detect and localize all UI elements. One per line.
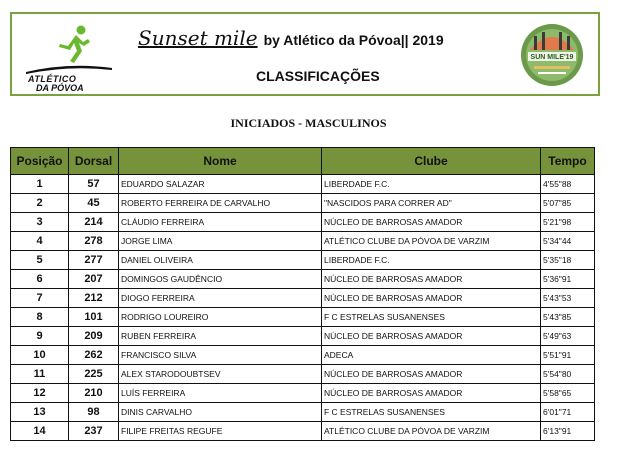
table-row	[11, 251, 595, 270]
club-cell: NÚCLEO DE BARROSAS AMADOR	[322, 289, 541, 308]
dorsal-cell: 101	[69, 308, 119, 327]
time-cell: 5'58"65	[541, 384, 595, 403]
club-cell: ATLÉTICO CLUBE DA PÓVOA DE VARZIM	[322, 232, 541, 251]
club-cell: "NASCIDOS PARA CORRER AD"	[322, 194, 541, 213]
column-header-clube: Clube	[322, 148, 541, 175]
table-header-row	[11, 148, 595, 175]
name-cell: DANIEL OLIVEIRA	[119, 251, 322, 270]
name-cell: RODRIGO LOUREIRO	[119, 308, 322, 327]
table-row	[11, 175, 595, 194]
dorsal-cell: 98	[69, 403, 119, 422]
name-cell: DINIS CARVALHO	[119, 403, 322, 422]
logo-text-line1: ATLÉTICO	[28, 74, 77, 84]
badge-label: SUN MILE'19	[530, 54, 574, 61]
table-row	[11, 365, 595, 384]
dorsal-cell: 57	[69, 175, 119, 194]
results-body	[11, 175, 595, 441]
position-cell: 14	[11, 422, 69, 441]
table-row	[11, 232, 595, 251]
position-cell: 9	[11, 327, 69, 346]
club-cell: ADECA	[322, 346, 541, 365]
position-cell: 4	[11, 232, 69, 251]
page-subtitle: CLASSIFICAÇÕES	[256, 68, 380, 84]
table-row	[11, 308, 595, 327]
event-title-rest: by Atlético da Póvoa|| 2019	[263, 32, 444, 48]
name-cell: EDUARDO SALAZAR	[119, 175, 322, 194]
table-row	[11, 384, 595, 403]
name-cell: CLÁUDIO FERREIRA	[119, 213, 322, 232]
table-row	[11, 194, 595, 213]
position-cell: 2	[11, 194, 69, 213]
club-cell: LIBERDADE F.C.	[322, 175, 541, 194]
club-cell: F C ESTRELAS SUSANENSES	[322, 308, 541, 327]
club-cell: NÚCLEO DE BARROSAS AMADOR	[322, 365, 541, 384]
name-cell: ALEX STARODOUBTSEV	[119, 365, 322, 384]
table-row	[11, 346, 595, 365]
name-cell: LUÍS FERREIRA	[119, 384, 322, 403]
document-header	[10, 12, 600, 96]
dorsal-cell: 277	[69, 251, 119, 270]
event-badge-icon	[520, 20, 584, 90]
time-cell: 5'54"80	[541, 365, 595, 384]
time-cell: 5'21"98	[541, 213, 595, 232]
dorsal-cell: 212	[69, 289, 119, 308]
column-header-tempo: Tempo	[541, 148, 595, 175]
dorsal-cell: 45	[69, 194, 119, 213]
dorsal-cell: 278	[69, 232, 119, 251]
time-cell: 4'55"88	[541, 175, 595, 194]
position-cell: 8	[11, 308, 69, 327]
dorsal-cell: 262	[69, 346, 119, 365]
position-cell: 10	[11, 346, 69, 365]
table-row	[11, 327, 595, 346]
club-cell: NÚCLEO DE BARROSAS AMADOR	[322, 270, 541, 289]
dorsal-cell: 207	[69, 270, 119, 289]
dorsal-cell: 209	[69, 327, 119, 346]
event-title-script: Sunset mile	[138, 26, 258, 50]
column-header-nome: Nome	[119, 148, 322, 175]
atletico-logo	[24, 24, 114, 93]
time-cell: 5'34"44	[541, 232, 595, 251]
time-cell: 5'43"53	[541, 289, 595, 308]
results-table	[10, 147, 595, 441]
dorsal-cell: 214	[69, 213, 119, 232]
dorsal-cell: 225	[69, 365, 119, 384]
time-cell: 5'35"18	[541, 251, 595, 270]
position-cell: 7	[11, 289, 69, 308]
table-row	[11, 289, 595, 308]
time-cell: 5'43"85	[541, 308, 595, 327]
time-cell: 5'07"85	[541, 194, 595, 213]
table-row	[11, 270, 595, 289]
sunset-mile-logo	[520, 20, 584, 90]
column-header-posicao: Posição	[11, 148, 69, 175]
position-cell: 12	[11, 384, 69, 403]
dorsal-cell: 237	[69, 422, 119, 441]
position-cell: 1	[11, 175, 69, 194]
table-row	[11, 213, 595, 232]
event-title	[138, 26, 498, 50]
position-cell: 13	[11, 403, 69, 422]
name-cell: DIOGO FERREIRA	[119, 289, 322, 308]
time-cell: 5'36"91	[541, 270, 595, 289]
name-cell: RUBEN FERREIRA	[119, 327, 322, 346]
time-cell: 6'01"71	[541, 403, 595, 422]
position-cell: 3	[11, 213, 69, 232]
position-cell: 11	[11, 365, 69, 384]
club-cell: NÚCLEO DE BARROSAS AMADOR	[322, 213, 541, 232]
time-cell: 5'51"91	[541, 346, 595, 365]
position-cell: 5	[11, 251, 69, 270]
name-cell: ROBERTO FERREIRA DE CARVALHO	[119, 194, 322, 213]
position-cell: 6	[11, 270, 69, 289]
time-cell: 5'49"63	[541, 327, 595, 346]
club-cell: NÚCLEO DE BARROSAS AMADOR	[322, 384, 541, 403]
club-cell: LIBERDADE F.C.	[322, 251, 541, 270]
logo-text-line2: DA PÓVOA	[36, 83, 84, 93]
table-row	[11, 403, 595, 422]
category-heading: INICIADOS - MASCULINOS	[230, 116, 387, 130]
name-cell: DOMINGOS GAUDÊNCIO	[119, 270, 322, 289]
dorsal-cell: 210	[69, 384, 119, 403]
runner-icon	[54, 24, 94, 64]
time-cell: 6'13"91	[541, 422, 595, 441]
name-cell: FILIPE FREITAS REGUFE	[119, 422, 322, 441]
club-cell: ATLÉTICO CLUBE DA PÓVOA DE VARZIM	[322, 422, 541, 441]
name-cell: JORGE LIMA	[119, 232, 322, 251]
club-cell: NÚCLEO DE BARROSAS AMADOR	[322, 327, 541, 346]
table-row	[11, 422, 595, 441]
name-cell: FRANCISCO SILVA	[119, 346, 322, 365]
club-cell: F C ESTRELAS SUSANENSES	[322, 403, 541, 422]
column-header-dorsal: Dorsal	[69, 148, 119, 175]
